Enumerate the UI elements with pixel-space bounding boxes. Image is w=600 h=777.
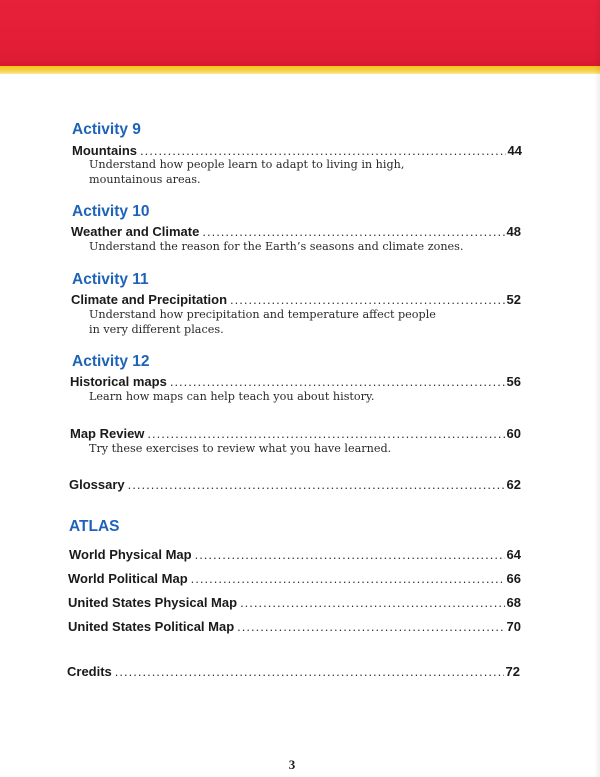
header-band <box>0 0 600 68</box>
toc-entry-label: World Physical Map <box>69 547 192 562</box>
toc-entry-historical-maps[interactable] <box>70 374 521 389</box>
toc-entry-page: 70 <box>506 619 521 634</box>
toc-entry-page: 44 <box>507 143 522 158</box>
activity-10-heading: Activity 10 <box>72 203 150 220</box>
toc-entry-page: 66 <box>506 571 521 586</box>
toc-entry-page: 68 <box>506 595 521 610</box>
toc-entry-label: United States Political Map <box>68 619 235 634</box>
atlas-heading: ATLAS <box>69 518 120 535</box>
toc-entry-page: 60 <box>506 426 521 441</box>
toc-entry-map-review[interactable] <box>70 426 521 441</box>
page-edge <box>594 0 600 777</box>
toc-entry-label: Historical maps <box>70 374 167 389</box>
activity-9-heading: Activity 9 <box>72 121 141 138</box>
toc-entry-world-physical-map[interactable] <box>69 547 521 562</box>
toc-entry-page: 64 <box>506 547 521 562</box>
toc-entry-glossary[interactable] <box>69 477 521 492</box>
activity-11-description: Understand how precipitation and temperature affect people in very different places. <box>89 308 436 336</box>
toc-entry-page: 48 <box>506 224 521 239</box>
toc-entry-page: 52 <box>506 292 521 307</box>
activity-12-description: Learn how maps can help teach you about history. <box>89 390 375 403</box>
toc-entry-us-political-map[interactable] <box>68 619 521 634</box>
toc-entry-label: United States Physical Map <box>68 595 238 610</box>
toc-entry-label: World Political Map <box>68 571 188 586</box>
toc-entry-us-physical-map[interactable] <box>68 595 521 610</box>
dot-leader <box>237 619 504 634</box>
dot-leader <box>115 664 504 679</box>
activity-12-heading: Activity 12 <box>72 353 150 370</box>
toc-entry-label: Climate and Precipitation <box>71 292 228 307</box>
activity-10-description: Understand the reason for the Earth’s seasons and climate zones. <box>89 240 464 253</box>
toc-entry-mountains[interactable] <box>72 143 522 158</box>
toc-entry-label: Mountains <box>72 143 137 158</box>
header-stripe <box>0 66 600 74</box>
dot-leader <box>230 292 504 307</box>
activity-9-description: Understand how people learn to adapt to living in high, mountainous areas. <box>89 158 405 186</box>
toc-entry-climate-and-precipitation[interactable] <box>71 292 521 307</box>
dot-leader <box>191 571 505 586</box>
page-number: 3 <box>288 757 296 772</box>
dot-leader <box>240 595 504 610</box>
dot-leader <box>195 547 505 562</box>
toc-entry-page: 62 <box>506 477 521 492</box>
toc-entry-label: Map Review <box>70 426 145 441</box>
dot-leader <box>128 477 505 492</box>
dot-leader <box>147 426 504 441</box>
dot-leader <box>202 224 504 239</box>
toc-entry-world-political-map[interactable] <box>68 571 521 586</box>
activity-11-heading: Activity 11 <box>72 271 149 288</box>
toc-entry-page: 56 <box>506 374 521 389</box>
toc-entry-label: Credits <box>67 664 112 679</box>
dot-leader <box>170 374 505 389</box>
toc-entry-weather-and-climate[interactable] <box>71 224 521 239</box>
toc-entry-label: Weather and Climate <box>71 224 200 239</box>
toc-entry-page: 72 <box>505 664 520 679</box>
dot-leader <box>140 143 506 158</box>
toc-entry-credits[interactable] <box>67 664 520 679</box>
toc-entry-label: Glossary <box>69 477 125 492</box>
map-review-description: Try these exercises to review what you have learned. <box>89 442 392 455</box>
